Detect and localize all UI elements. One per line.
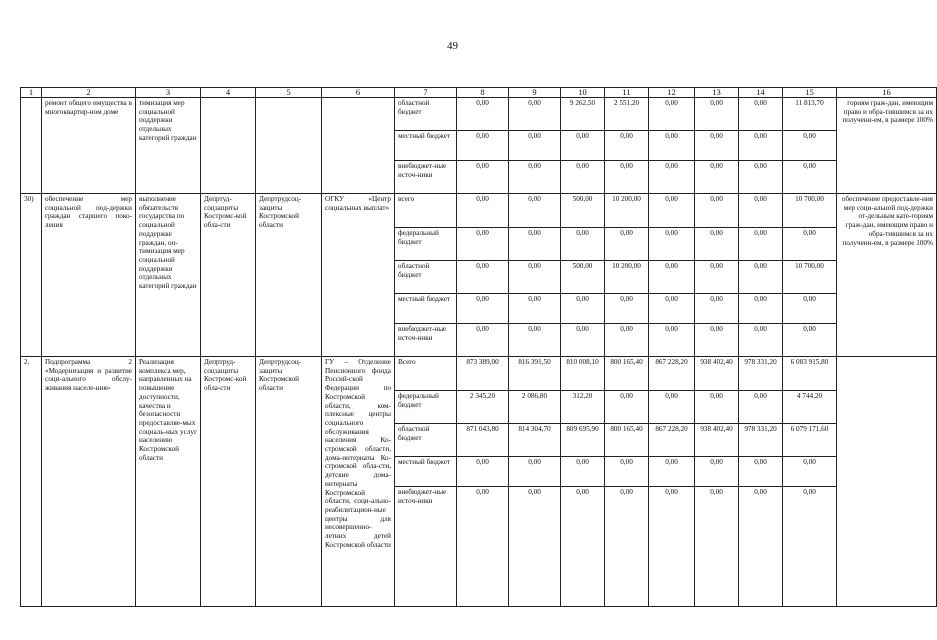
value-cell: 0,00 [457,324,509,357]
value-cell: 2 086,80 [509,391,561,424]
item2-measure: Подпрограмма 2 «Модернизация и развитие соци-ального обслу-живания населе-ния» [42,357,136,607]
value-cell: 0,00 [739,161,783,194]
value-cell: 0,00 [509,261,561,294]
col-header: 1 [21,88,42,98]
value-cell: 938 402,40 [695,357,739,391]
col-header: 6 [322,88,395,98]
value-cell: 0,00 [649,457,695,487]
value-cell: 0,00 [605,324,649,357]
header-row [21,88,937,98]
table-row [21,194,937,228]
value-cell: 0,00 [649,161,695,194]
source-label: местный бюджет [395,457,457,487]
value-cell: 0,00 [739,487,783,607]
col-header: 3 [136,88,201,98]
col-header: 7 [395,88,457,98]
value-cell: 0,00 [605,487,649,607]
value-cell: 0,00 [561,487,605,607]
value-cell: 0,00 [739,261,783,294]
value-cell: 867 228,20 [649,424,695,457]
value-cell: 6 083 915,80 [783,357,837,391]
value-cell: 0,00 [739,194,783,228]
cont-participant-cell [322,98,395,194]
value-cell: 0,00 [649,391,695,424]
source-label: областной бюджет [395,424,457,457]
value-cell: 0,00 [783,161,837,194]
table-row [21,357,937,391]
value-cell: 0,00 [509,228,561,261]
item2-number: 2. [21,357,42,607]
value-cell: 0,00 [457,194,509,228]
value-cell: 0,00 [561,457,605,487]
value-cell: 0,00 [457,487,509,607]
item30-number: 30) [21,194,42,357]
source-label: областной бюджет [395,98,457,131]
source-label: местный бюджет [395,131,457,161]
value-cell: 0,00 [695,98,739,131]
value-cell: 10 200,00 [605,194,649,228]
value-cell: 0,00 [783,294,837,324]
value-cell: 0,00 [739,294,783,324]
value-cell: 0,00 [695,487,739,607]
value-cell: 0,00 [783,228,837,261]
value-cell: 0,00 [783,131,837,161]
col-header: 8 [457,88,509,98]
value-cell: 814 304,70 [509,424,561,457]
col-header: 12 [649,88,695,98]
value-cell: 0,00 [561,161,605,194]
col-header: 9 [509,88,561,98]
source-label: федеральный бюджет [395,228,457,261]
value-cell: 816 391,50 [509,357,561,391]
item2-result [837,357,937,607]
col-header: 16 [837,88,937,98]
source-label: внебюджет-ные источ-ники [395,161,457,194]
cont-measure-cell: ремонт общего имущества в многоквартир-ном доме [42,98,136,194]
value-cell: 0,00 [783,457,837,487]
value-cell: 0,00 [695,228,739,261]
item30-result: обеспечение предоставле-ния мер соци-альной под-держки от-дельным кате-гориям граж-дан, имеющим право и обра-тившимся за их получени-ем, в размере 100% [837,194,937,357]
value-cell: 873 389,00 [457,357,509,391]
item30-goal: выполнение обязательств государства по социальной поддержке граждан, оп-тимизация мер социальной поддержки отдельных категорий граждан [136,194,201,357]
value-cell: 0,00 [649,131,695,161]
value-cell: 0,00 [739,131,783,161]
col-header: 2 [42,88,136,98]
value-cell: 0,00 [509,294,561,324]
value-cell: 0,00 [457,161,509,194]
value-cell: 0,00 [695,457,739,487]
col-header: 14 [739,88,783,98]
source-label: внебюджет-ные источ-ники [395,324,457,357]
source-label: внебюджет-ные источ-ники [395,487,457,607]
value-cell: 0,00 [561,228,605,261]
source-label: областной бюджет [395,261,457,294]
value-cell: 0,00 [457,98,509,131]
value-cell: 0,00 [695,294,739,324]
value-cell: 0,00 [509,324,561,357]
value-cell: 0,00 [695,391,739,424]
source-label: Всего [395,357,457,391]
program-table [20,87,937,607]
item2-coexecutor: Депртрудсоц-защиты Костромской области [256,357,322,607]
value-cell: 0,00 [605,391,649,424]
value-cell: 0,00 [695,131,739,161]
value-cell: 0,00 [695,324,739,357]
value-cell: 2 551,20 [605,98,649,131]
value-cell: 0,00 [649,194,695,228]
value-cell: 10 700,00 [783,261,837,294]
value-cell: 11 813,70 [783,98,837,131]
value-cell: 0,00 [649,324,695,357]
value-cell: 871 043,80 [457,424,509,457]
item2-responsible: Депртруд-соцзащиты Костромс-кой обла-сти [201,357,256,607]
value-cell: 312,20 [561,391,605,424]
col-header: 4 [201,88,256,98]
value-cell: 0,00 [739,324,783,357]
value-cell: 0,00 [649,294,695,324]
source-label: всего [395,194,457,228]
value-cell: 0,00 [561,324,605,357]
value-cell: 978 331,20 [739,357,783,391]
value-cell: 10 200,00 [605,261,649,294]
value-cell: 500,00 [561,194,605,228]
col-header: 11 [605,88,649,98]
value-cell: 0,00 [457,457,509,487]
item2-goal: Реализация комплекса мер, направленных на повышение доступности, качества и безопасности предоставляе-мых социаль-ных услуг населению Костромской области [136,357,201,607]
value-cell: 0,00 [605,294,649,324]
value-cell: 0,00 [457,294,509,324]
value-cell: 0,00 [457,228,509,261]
value-cell: 2 345,20 [457,391,509,424]
col-header: 15 [783,88,837,98]
col-header: 10 [561,88,605,98]
value-cell: 500,00 [561,261,605,294]
col-header: 13 [695,88,739,98]
cont-number-cell [21,98,42,194]
value-cell: 0,00 [649,98,695,131]
value-cell: 0,00 [695,161,739,194]
item30-responsible: Депртуд-соцзащиты Костромс-кой обла-сти [201,194,256,357]
value-cell: 9 262,50 [561,98,605,131]
value-cell: 800 165,40 [605,357,649,391]
cont-coexecutor-cell [256,98,322,194]
value-cell: 0,00 [605,228,649,261]
value-cell: 4 744,20 [783,391,837,424]
value-cell: 810 008,10 [561,357,605,391]
value-cell: 0,00 [605,131,649,161]
value-cell: 0,00 [457,261,509,294]
value-cell: 0,00 [509,131,561,161]
value-cell: 0,00 [783,487,837,607]
cont-result-cell: гориям граж-дан, имеющим право и обра-тившимся за их получени-ем, в размере 100% [837,98,937,194]
value-cell: 0,00 [605,457,649,487]
value-cell: 978 331,20 [739,424,783,457]
value-cell: 0,00 [509,457,561,487]
value-cell: 0,00 [561,294,605,324]
source-label: местный бюджет [395,294,457,324]
value-cell: 0,00 [739,457,783,487]
value-cell: 0,00 [561,131,605,161]
value-cell: 0,00 [509,194,561,228]
value-cell: 0,00 [509,98,561,131]
cont-responsible-cell [201,98,256,194]
item2-participant: ГУ – Отделение Пенсионного фонда Россий-ской Федерации по Костромской области, ком-плексные центры социального обслуживания населения Ко-стромской области, дома-интернаты Ко-стромской обла-сти, детские дома-интернаты Костромской области, соци-ально-реабилитацион-ные центры для несовершенно-летних детей Костромской области [322,357,395,607]
cont-goal-cell: тимизация мер социальной поддержки отдельных категорий граждан [136,98,201,194]
page-number: 49 [447,40,458,52]
value-cell: 800 165,40 [605,424,649,457]
value-cell: 0,00 [695,194,739,228]
value-cell: 0,00 [605,161,649,194]
value-cell: 0,00 [783,324,837,357]
col-header: 5 [256,88,322,98]
value-cell: 0,00 [649,487,695,607]
item30-coexecutor: Депртрудсоц-защиты Костромской области [256,194,322,357]
value-cell: 0,00 [739,228,783,261]
value-cell: 0,00 [509,161,561,194]
value-cell: 0,00 [649,261,695,294]
item30-measure: обеспечение мер социальной под-держки граждан старшего поко-ления [42,194,136,357]
value-cell: 0,00 [739,391,783,424]
value-cell: 809 695,90 [561,424,605,457]
item30-participant: ОГКУ «Центр социальных выплат» [322,194,395,357]
value-cell: 867 228,20 [649,357,695,391]
value-cell: 0,00 [457,131,509,161]
value-cell: 10 700,00 [783,194,837,228]
source-label: федеральный бюджет [395,391,457,424]
value-cell: 0,00 [695,261,739,294]
value-cell: 0,00 [509,487,561,607]
value-cell: 0,00 [649,228,695,261]
value-cell: 0,00 [739,98,783,131]
value-cell: 6 079 171,60 [783,424,837,457]
value-cell: 938 402,40 [695,424,739,457]
table-row [21,98,937,131]
